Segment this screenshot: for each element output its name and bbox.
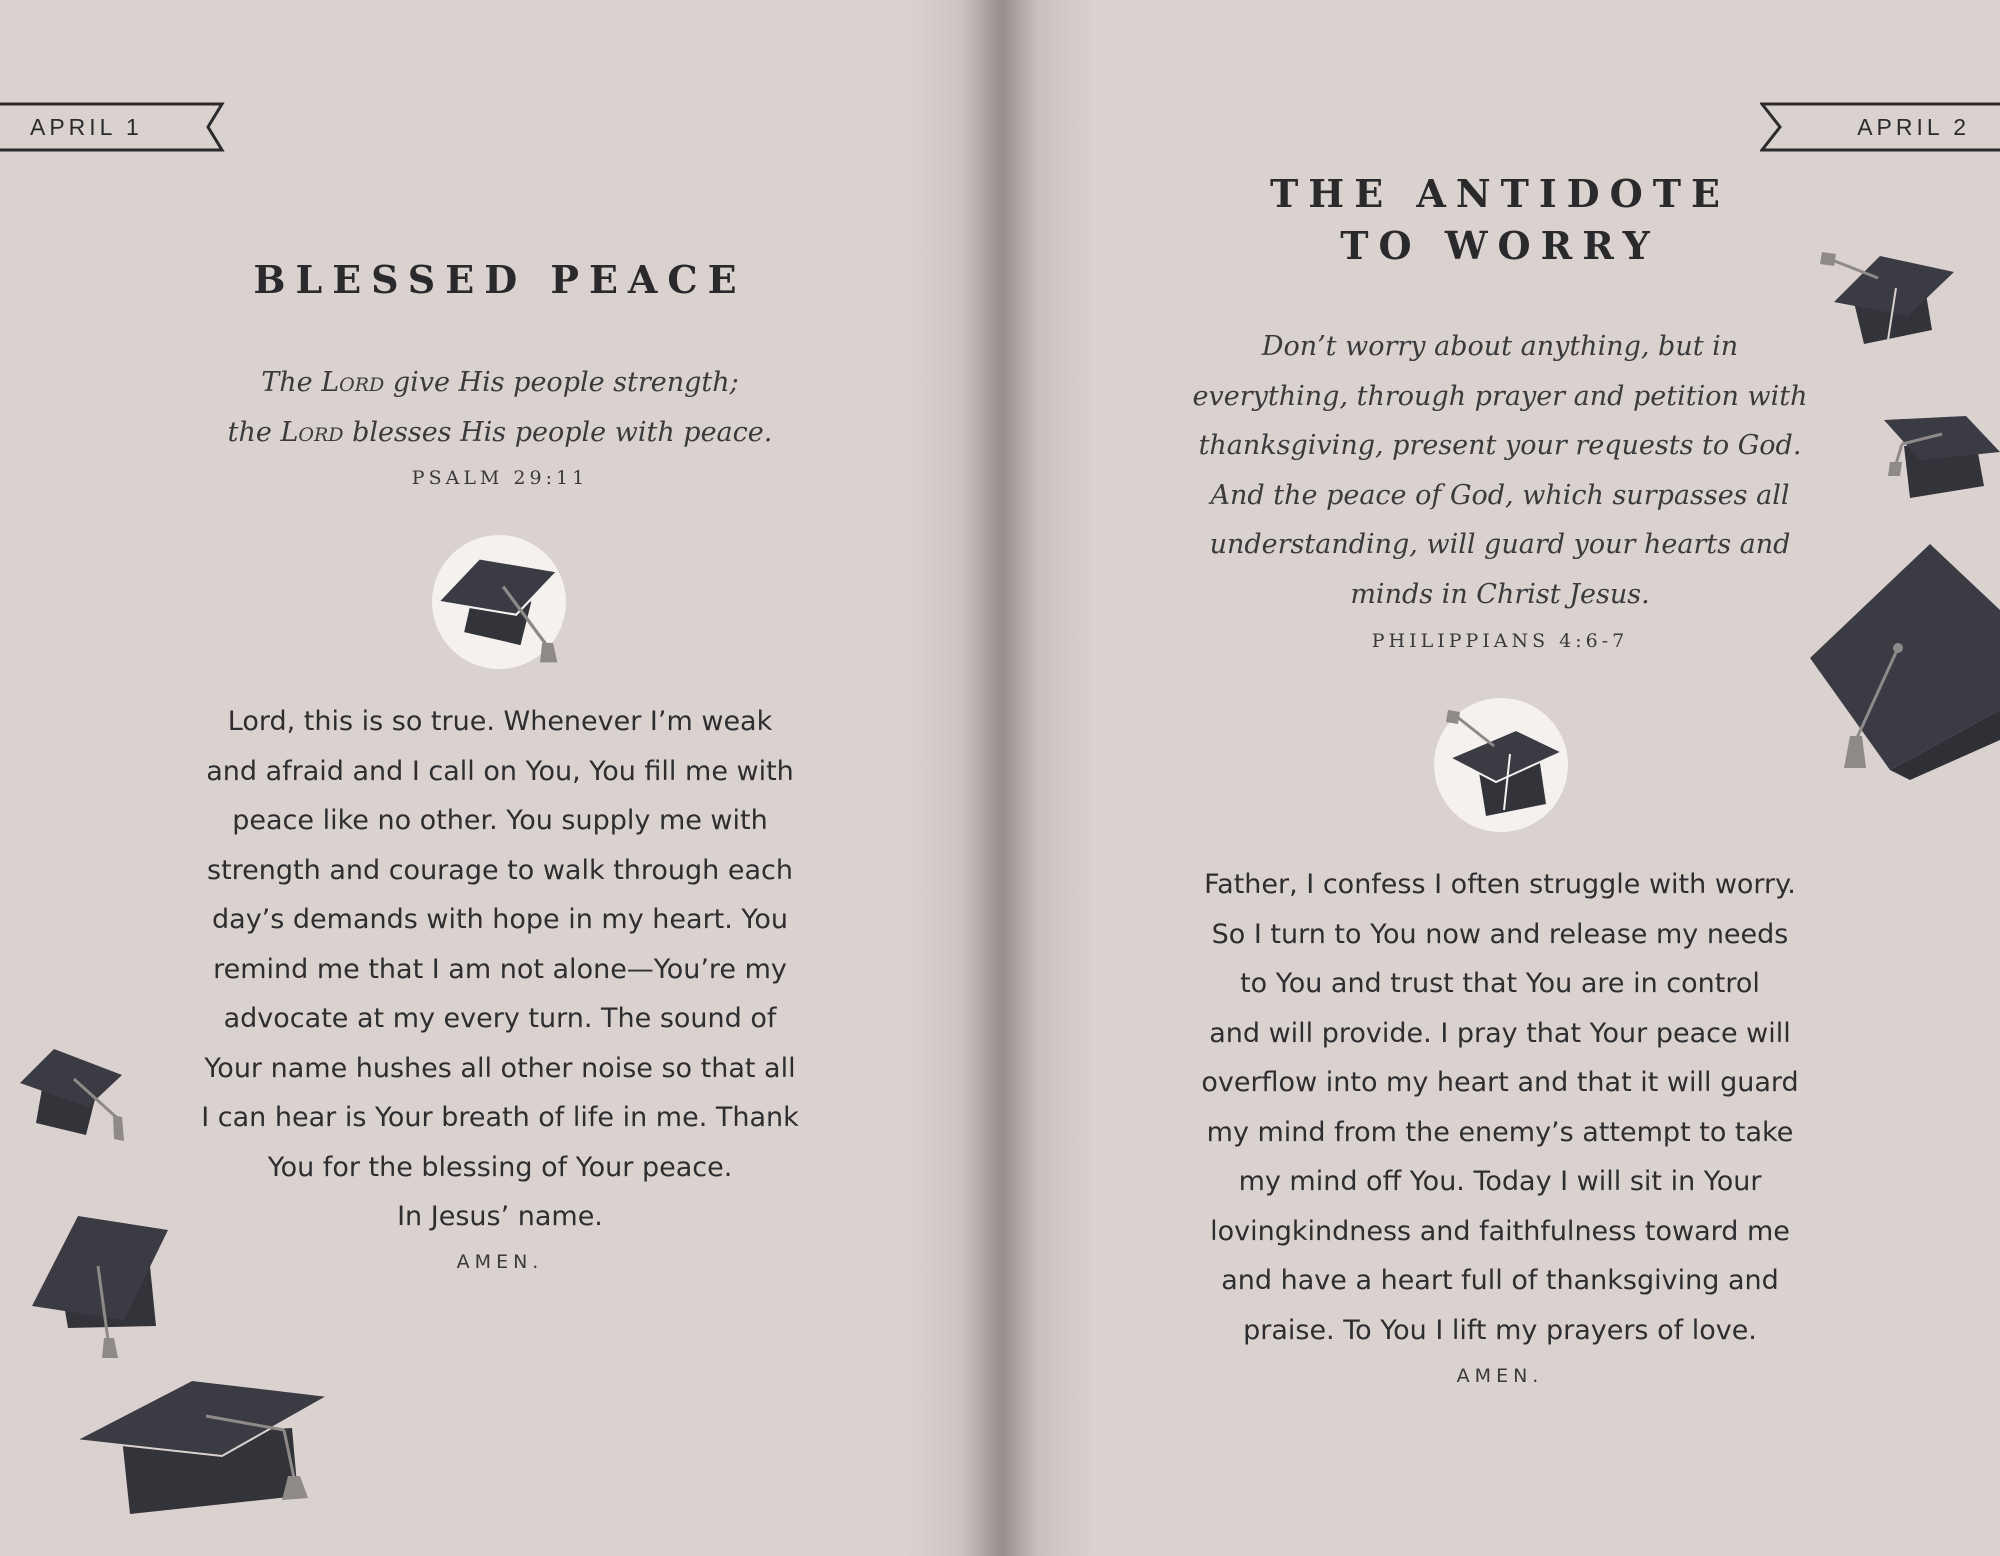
verse-reference: PHILIPPIANS 4:6-7: [1371, 630, 1629, 652]
graduation-cap-icon: [1812, 250, 1962, 350]
prayer-line: remind me that I am not alone—You’re my: [213, 953, 787, 985]
prayer-line: You for the blessing of Your peace.: [267, 1151, 733, 1183]
medallion: [432, 535, 566, 669]
graduation-cap-icon: [1790, 540, 2000, 780]
verse-line: The Lord give His people strength;: [261, 367, 739, 398]
title-line: TO WORRY: [1340, 223, 1660, 268]
prayer-line: peace like no other. You supply me with: [232, 805, 768, 836]
date-label: APRIL 1: [30, 114, 143, 140]
graduation-cap-icon: [18, 1045, 128, 1145]
date-tab-april-2: [1760, 102, 2000, 152]
prayer-line: Father, I confess I often struggle with worry.: [1204, 869, 1796, 900]
verse-line: the Lord blesses His people with peace.: [227, 416, 773, 448]
verse-line: Don’t worry about anything, but in: [1261, 331, 1739, 362]
graduation-cap-icon: [1434, 706, 1568, 826]
verse-line: And the peace of God, which surpasses all: [1210, 479, 1790, 511]
graduation-cap-icon: [436, 545, 566, 665]
verse-line: minds in Christ Jesus.: [1350, 578, 1650, 610]
verse-line: everything, through prayer and petition with: [1192, 380, 1808, 412]
lord-small-caps: Lord: [280, 416, 344, 448]
prayer-text: [0, 697, 1000, 1242]
prayer-line: praise. To You I lift my prayers of love.: [1243, 1314, 1757, 1346]
prayer-line: day’s demands with hope in my heart. You: [212, 904, 788, 935]
prayer-text: [1000, 860, 2000, 1355]
prayer-line: I can hear is Your breath of life in me. Thank: [201, 1102, 799, 1133]
prayer-line: strength and courage to walk through each: [207, 854, 793, 886]
prayer-line: advocate at my every turn. The sound of: [223, 1003, 777, 1034]
graduation-cap-icon: [72, 1378, 332, 1518]
date-label: APRIL 2: [1857, 114, 1970, 140]
scripture-verse: [0, 358, 1000, 457]
medallion: [1434, 698, 1568, 832]
title-line: THE ANTIDOTE: [1270, 171, 1730, 216]
verse-reference: PSALM 29:11: [411, 467, 589, 489]
prayer-line: my mind off You. Today I will sit in Your: [1238, 1166, 1762, 1197]
prayer-line: and afraid and I call on You, You fill me with: [206, 755, 794, 787]
graduation-cap-icon: [1880, 412, 2000, 502]
prayer-line: overflow into my heart and that it will guard: [1201, 1067, 1799, 1098]
prayer-line: So I turn to You now and release my needs: [1211, 918, 1789, 950]
prayer-line: lovingkindness and faithfulness toward me: [1210, 1215, 1790, 1247]
right-page: [1000, 0, 2000, 1556]
verse-line: thanksgiving, present your requests to God.: [1198, 430, 1802, 461]
prayer-line: to You and trust that You are in control: [1240, 968, 1760, 999]
graduation-cap-icon: [28, 1210, 178, 1360]
prayer-line: In Jesus’ name.: [397, 1201, 603, 1232]
prayer-line: and will provide. I pray that Your peace will: [1209, 1017, 1791, 1049]
date-tab-april-1: [0, 102, 240, 152]
page-title: BLESSED PEACE: [253, 257, 747, 302]
prayer-line: Lord, this is so true. Whenever I’m weak: [227, 706, 773, 737]
prayer-line: my mind from the enemy’s attempt to take: [1206, 1116, 1794, 1148]
amen-label: AMEN.: [1456, 1365, 1544, 1387]
lord-small-caps: Lord: [321, 367, 385, 398]
prayer-line: and have a heart full of thanksgiving and: [1221, 1265, 1779, 1296]
amen-label: AMEN.: [456, 1251, 544, 1273]
verse-line: understanding, will guard your hearts and: [1209, 529, 1791, 560]
prayer-line: Your name hushes all other noise so that all: [204, 1052, 796, 1084]
